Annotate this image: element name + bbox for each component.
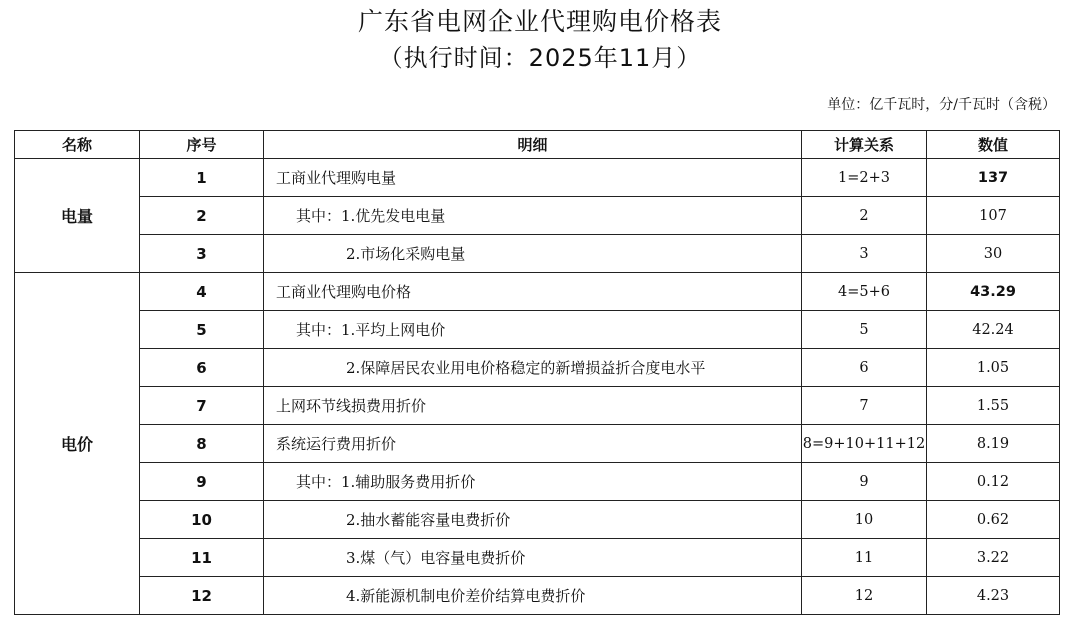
row-seq: 9 <box>140 463 264 501</box>
page-subtitle: （执行时间：2025年11月） <box>378 44 702 72</box>
page-title: 广东省电网企业代理购电价格表 <box>357 7 722 36</box>
header-detail: 明细 <box>264 131 802 159</box>
row-value: 8.19 <box>927 425 1060 463</box>
group-price: 电价 <box>15 273 140 615</box>
row-detail: 上网环节线损费用折价 <box>264 387 802 425</box>
row-value: 3.22 <box>927 539 1060 577</box>
row-seq: 3 <box>140 235 264 273</box>
header-name: 名称 <box>15 131 140 159</box>
row-detail: 系统运行费用折价 <box>264 425 802 463</box>
header-seq: 序号 <box>140 131 264 159</box>
header-value: 数值 <box>927 131 1060 159</box>
table-row <box>15 463 1060 501</box>
row-value: 4.23 <box>927 577 1060 615</box>
table-row <box>15 501 1060 539</box>
row-seq: 1 <box>140 159 264 197</box>
row-value: 1.05 <box>927 349 1060 387</box>
row-detail: 其中：1.优先发电电量 <box>264 197 802 235</box>
row-value: 1.55 <box>927 387 1060 425</box>
row-value: 107 <box>927 197 1060 235</box>
row-detail: 2.抽水蓄能容量电费折价 <box>264 501 802 539</box>
row-calc: 12 <box>802 577 927 615</box>
row-calc: 10 <box>802 501 927 539</box>
row-value: 0.62 <box>927 501 1060 539</box>
row-value: 43.29 <box>927 273 1060 311</box>
row-detail: 工商业代理购电价格 <box>264 273 802 311</box>
row-seq: 12 <box>140 577 264 615</box>
row-calc: 4=5+6 <box>802 273 927 311</box>
row-seq: 6 <box>140 349 264 387</box>
header-calc: 计算关系 <box>802 131 927 159</box>
table-row <box>15 539 1060 577</box>
row-value: 30 <box>927 235 1060 273</box>
table-row <box>15 311 1060 349</box>
group-quantity: 电量 <box>15 159 140 273</box>
table-row <box>15 273 1060 311</box>
row-value: 0.12 <box>927 463 1060 501</box>
row-calc: 5 <box>802 311 927 349</box>
row-seq: 5 <box>140 311 264 349</box>
table-row <box>15 349 1060 387</box>
price-table <box>14 130 1060 615</box>
row-detail: 3.煤（气）电容量电费折价 <box>264 539 802 577</box>
row-seq: 11 <box>140 539 264 577</box>
row-detail: 其中：1.平均上网电价 <box>264 311 802 349</box>
table-row <box>15 577 1060 615</box>
row-seq: 4 <box>140 273 264 311</box>
row-detail: 4.新能源机制电价差价结算电费折价 <box>264 577 802 615</box>
table-row <box>15 235 1060 273</box>
table-row <box>15 387 1060 425</box>
row-calc: 3 <box>802 235 927 273</box>
table-header-row <box>15 131 1060 159</box>
row-calc: 9 <box>802 463 927 501</box>
row-seq: 10 <box>140 501 264 539</box>
row-calc: 7 <box>802 387 927 425</box>
row-calc: 6 <box>802 349 927 387</box>
row-value: 137 <box>927 159 1060 197</box>
row-value: 42.24 <box>927 311 1060 349</box>
row-detail: 工商业代理购电量 <box>264 159 802 197</box>
row-detail: 2.市场化采购电量 <box>264 235 802 273</box>
row-calc: 2 <box>802 197 927 235</box>
row-seq: 7 <box>140 387 264 425</box>
row-detail: 2.保障居民农业用电价格稳定的新增损益折合度电水平 <box>264 349 802 387</box>
table-row <box>15 159 1060 197</box>
row-calc: 1=2+3 <box>802 159 927 197</box>
table-row <box>15 197 1060 235</box>
row-seq: 8 <box>140 425 264 463</box>
row-calc: 8=9+10+11+12 <box>802 425 927 463</box>
unit-note: 单位：亿千瓦时，分/千瓦时（含税） <box>827 97 1056 113</box>
table-row <box>15 425 1060 463</box>
row-seq: 2 <box>140 197 264 235</box>
row-calc: 11 <box>802 539 927 577</box>
row-detail: 其中：1.辅助服务费用折价 <box>264 463 802 501</box>
